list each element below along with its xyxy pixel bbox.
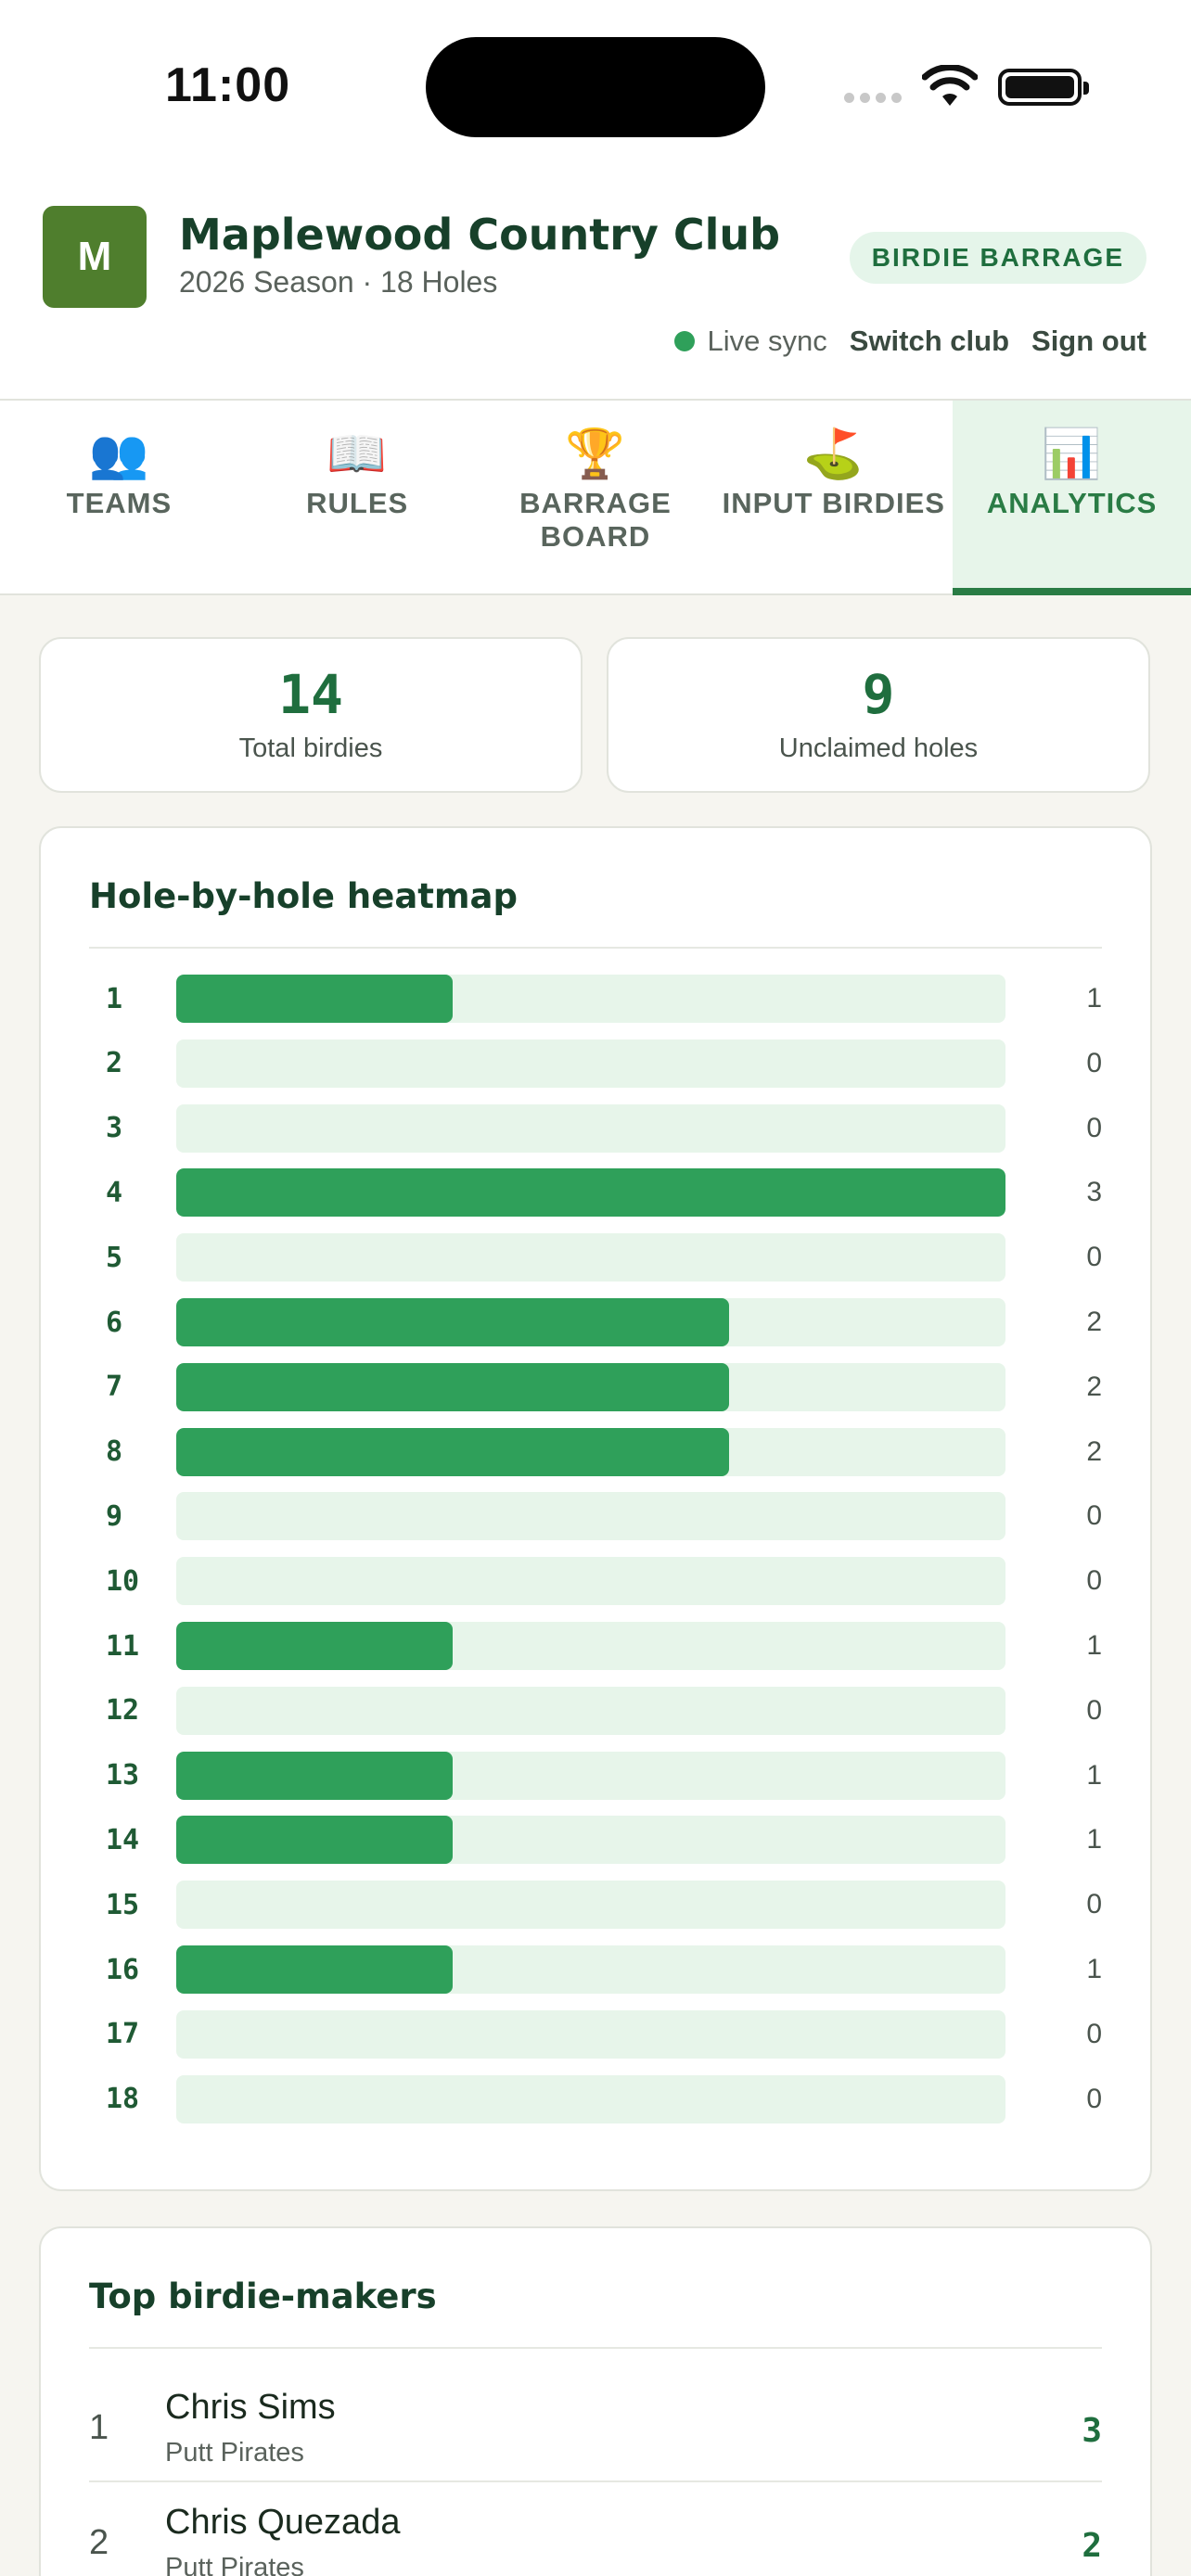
hole-number: 5 (106, 1241, 123, 1274)
hole-birdie-count: 0 (1086, 1112, 1102, 1143)
hole-number: 6 (106, 1306, 123, 1339)
maker-rank: 1 (89, 2408, 109, 2447)
hole-number: 16 (106, 1953, 140, 1986)
live-status-dot-icon (674, 331, 695, 351)
hole-birdie-count: 2 (1086, 1371, 1102, 1402)
hole-number: 10 (106, 1564, 140, 1598)
heatmap-row (89, 1881, 1102, 1929)
heatmap-bar-track (176, 1039, 1005, 1088)
heatmap-bar-track (176, 1945, 1005, 1994)
tab-teams[interactable] (0, 401, 238, 593)
tab-label: INPUT BIRDIES (722, 487, 945, 520)
heatmap-bar (176, 975, 453, 1023)
tab-barrage-board[interactable] (477, 401, 715, 593)
list-item[interactable] (89, 2482, 1102, 2576)
heatmap-bar-track (176, 1492, 1005, 1540)
heatmap-row (89, 1687, 1102, 1735)
list-item[interactable] (89, 2367, 1102, 2482)
status-bar (0, 0, 1191, 167)
heatmap-row (89, 1492, 1102, 1540)
hole-birdie-count: 0 (1086, 1694, 1102, 1726)
golf-flag-icon: ⛳ (802, 427, 864, 481)
hole-birdie-count: 0 (1086, 1565, 1102, 1597)
tab-label: ANALYTICS (986, 487, 1158, 520)
heatmap-bar (176, 1298, 729, 1346)
book-icon: 📖 (327, 427, 389, 481)
hole-birdie-count: 3 (1086, 1177, 1102, 1208)
heatmap-bar-track (176, 1428, 1005, 1476)
heatmap-bar (176, 1363, 729, 1411)
hole-birdie-count: 0 (1086, 1047, 1102, 1078)
hole-birdie-count: 1 (1086, 1954, 1102, 1984)
tab-label: BARRAGE BOARD (519, 487, 672, 554)
heatmap-bar-track (176, 1752, 1005, 1800)
hole-birdie-count: 1 (1086, 983, 1102, 1014)
hole-number: 15 (106, 1888, 140, 1921)
unclaimed-holes-label: Unclaimed holes (778, 733, 979, 763)
bar-chart-icon: 📊 (1041, 427, 1103, 481)
heatmap-bar-track (176, 1881, 1005, 1929)
hole-number: 8 (106, 1435, 123, 1469)
hole-number: 9 (106, 1499, 123, 1533)
hole-birdie-count: 0 (1086, 1500, 1102, 1532)
club-name: Maplewood Country Club (179, 210, 781, 260)
game-mode-badge: BIRDIE BARRAGE (850, 232, 1146, 284)
heatmap-bar (176, 1168, 1005, 1217)
heatmap-bar (176, 1622, 453, 1670)
hole-birdie-count: 2 (1086, 1435, 1102, 1467)
heatmap-row (89, 1557, 1102, 1605)
unclaimed-holes-card (607, 637, 1150, 793)
heatmap-bar (176, 1816, 453, 1864)
heatmap-bar-track (176, 1233, 1005, 1282)
hole-birdie-count: 0 (1086, 1889, 1102, 1920)
top-birdie-makers-card (39, 2226, 1152, 2576)
heatmap-title: Hole-by-hole heatmap (89, 876, 518, 916)
main-tab-bar (0, 401, 1191, 595)
heatmap-bar-track (176, 1687, 1005, 1735)
heatmap-bar-track (176, 1298, 1005, 1346)
heatmap-row (89, 1816, 1102, 1864)
live-sync-label: Live sync (707, 325, 827, 357)
maker-team: Putt Pirates (165, 2438, 304, 2468)
heatmap-row (89, 1298, 1102, 1346)
maker-name: Chris Sims (165, 2388, 336, 2427)
club-logo: M (43, 206, 147, 308)
hole-number: 4 (106, 1176, 123, 1209)
heatmap-bar-track (176, 1622, 1005, 1670)
heatmap-bar-track (176, 1816, 1005, 1864)
heatmap-row (89, 1168, 1102, 1217)
maker-name: Chris Quezada (165, 2503, 401, 2542)
hole-number: 17 (106, 2018, 140, 2051)
top-makers-title: Top birdie-makers (89, 2276, 437, 2316)
hole-number: 18 (106, 2083, 140, 2116)
divider (89, 2347, 1102, 2349)
hole-birdie-count: 0 (1086, 2018, 1102, 2049)
live-sync-status (674, 325, 827, 358)
heatmap-row (89, 1363, 1102, 1411)
club-header (0, 167, 1191, 401)
hole-birdie-count: 2 (1086, 1307, 1102, 1337)
heatmap-bar-track (176, 1363, 1005, 1411)
heatmap-bar-track (176, 1104, 1005, 1153)
heatmap-row (89, 2075, 1102, 2123)
cellular-signal-icon (844, 93, 902, 103)
heatmap-bar-track (176, 2010, 1005, 2059)
dynamic-island (426, 37, 765, 137)
trophy-icon: 🏆 (565, 427, 626, 481)
heatmap-row (89, 975, 1102, 1023)
heatmap-bar (176, 1752, 453, 1800)
heatmap-row (89, 1039, 1102, 1088)
total-birdies-value: 14 (278, 663, 343, 726)
hole-number: 11 (106, 1629, 140, 1663)
heatmap-row (89, 1752, 1102, 1800)
tab-analytics[interactable] (953, 401, 1191, 593)
total-birdies-card (39, 637, 583, 793)
header-actions (674, 325, 1146, 358)
heatmap-bar-track (176, 1168, 1005, 1217)
heatmap-row (89, 1104, 1102, 1153)
heatmap-row (89, 1622, 1102, 1670)
hole-number: 1 (106, 982, 123, 1015)
teams-icon: 👥 (88, 427, 150, 481)
maker-birdie-count: 2 (1082, 2527, 1102, 2565)
heatmap-bar-track (176, 2075, 1005, 2123)
hole-birdie-count: 1 (1086, 1759, 1102, 1791)
total-birdies-label: Total birdies (238, 733, 383, 763)
status-time: 11:00 (165, 58, 291, 112)
heatmap-bar (176, 1428, 729, 1476)
club-season-info: 2026 Season · 18 Holes (179, 265, 498, 299)
hole-birdie-count: 0 (1086, 1242, 1102, 1273)
maker-birdie-count: 3 (1082, 2412, 1102, 2450)
divider (89, 947, 1102, 949)
heatmap-row (89, 1428, 1102, 1476)
hole-number: 13 (106, 1759, 140, 1792)
hole-number: 7 (106, 1371, 123, 1404)
hole-number: 2 (106, 1047, 123, 1080)
hole-birdie-count: 1 (1086, 1824, 1102, 1855)
hole-number: 3 (106, 1112, 123, 1145)
switch-club-button[interactable]: Switch club (849, 325, 1010, 357)
heatmap-row (89, 1233, 1102, 1282)
tab-label: TEAMS (66, 487, 173, 520)
battery-icon (998, 69, 1082, 106)
heatmap-row (89, 2010, 1102, 2059)
heatmap-row (89, 1945, 1102, 1994)
unclaimed-holes-value: 9 (862, 663, 895, 726)
hole-birdie-count: 0 (1086, 2083, 1102, 2114)
tab-label: RULES (306, 487, 409, 520)
hole-number: 14 (106, 1823, 140, 1856)
sign-out-button[interactable]: Sign out (1031, 325, 1146, 357)
hole-number: 12 (106, 1694, 140, 1728)
wifi-icon (922, 65, 978, 108)
maker-team: Putt Pirates (165, 2553, 304, 2576)
maker-rank: 2 (89, 2523, 109, 2562)
heatmap-bar-track (176, 1557, 1005, 1605)
heatmap-card (39, 826, 1152, 2191)
tab-input-birdies[interactable] (714, 401, 953, 593)
heatmap-bar (176, 1945, 453, 1994)
tab-rules[interactable] (238, 401, 477, 593)
hole-birdie-count: 1 (1086, 1630, 1102, 1661)
heatmap-bar-track (176, 975, 1005, 1023)
